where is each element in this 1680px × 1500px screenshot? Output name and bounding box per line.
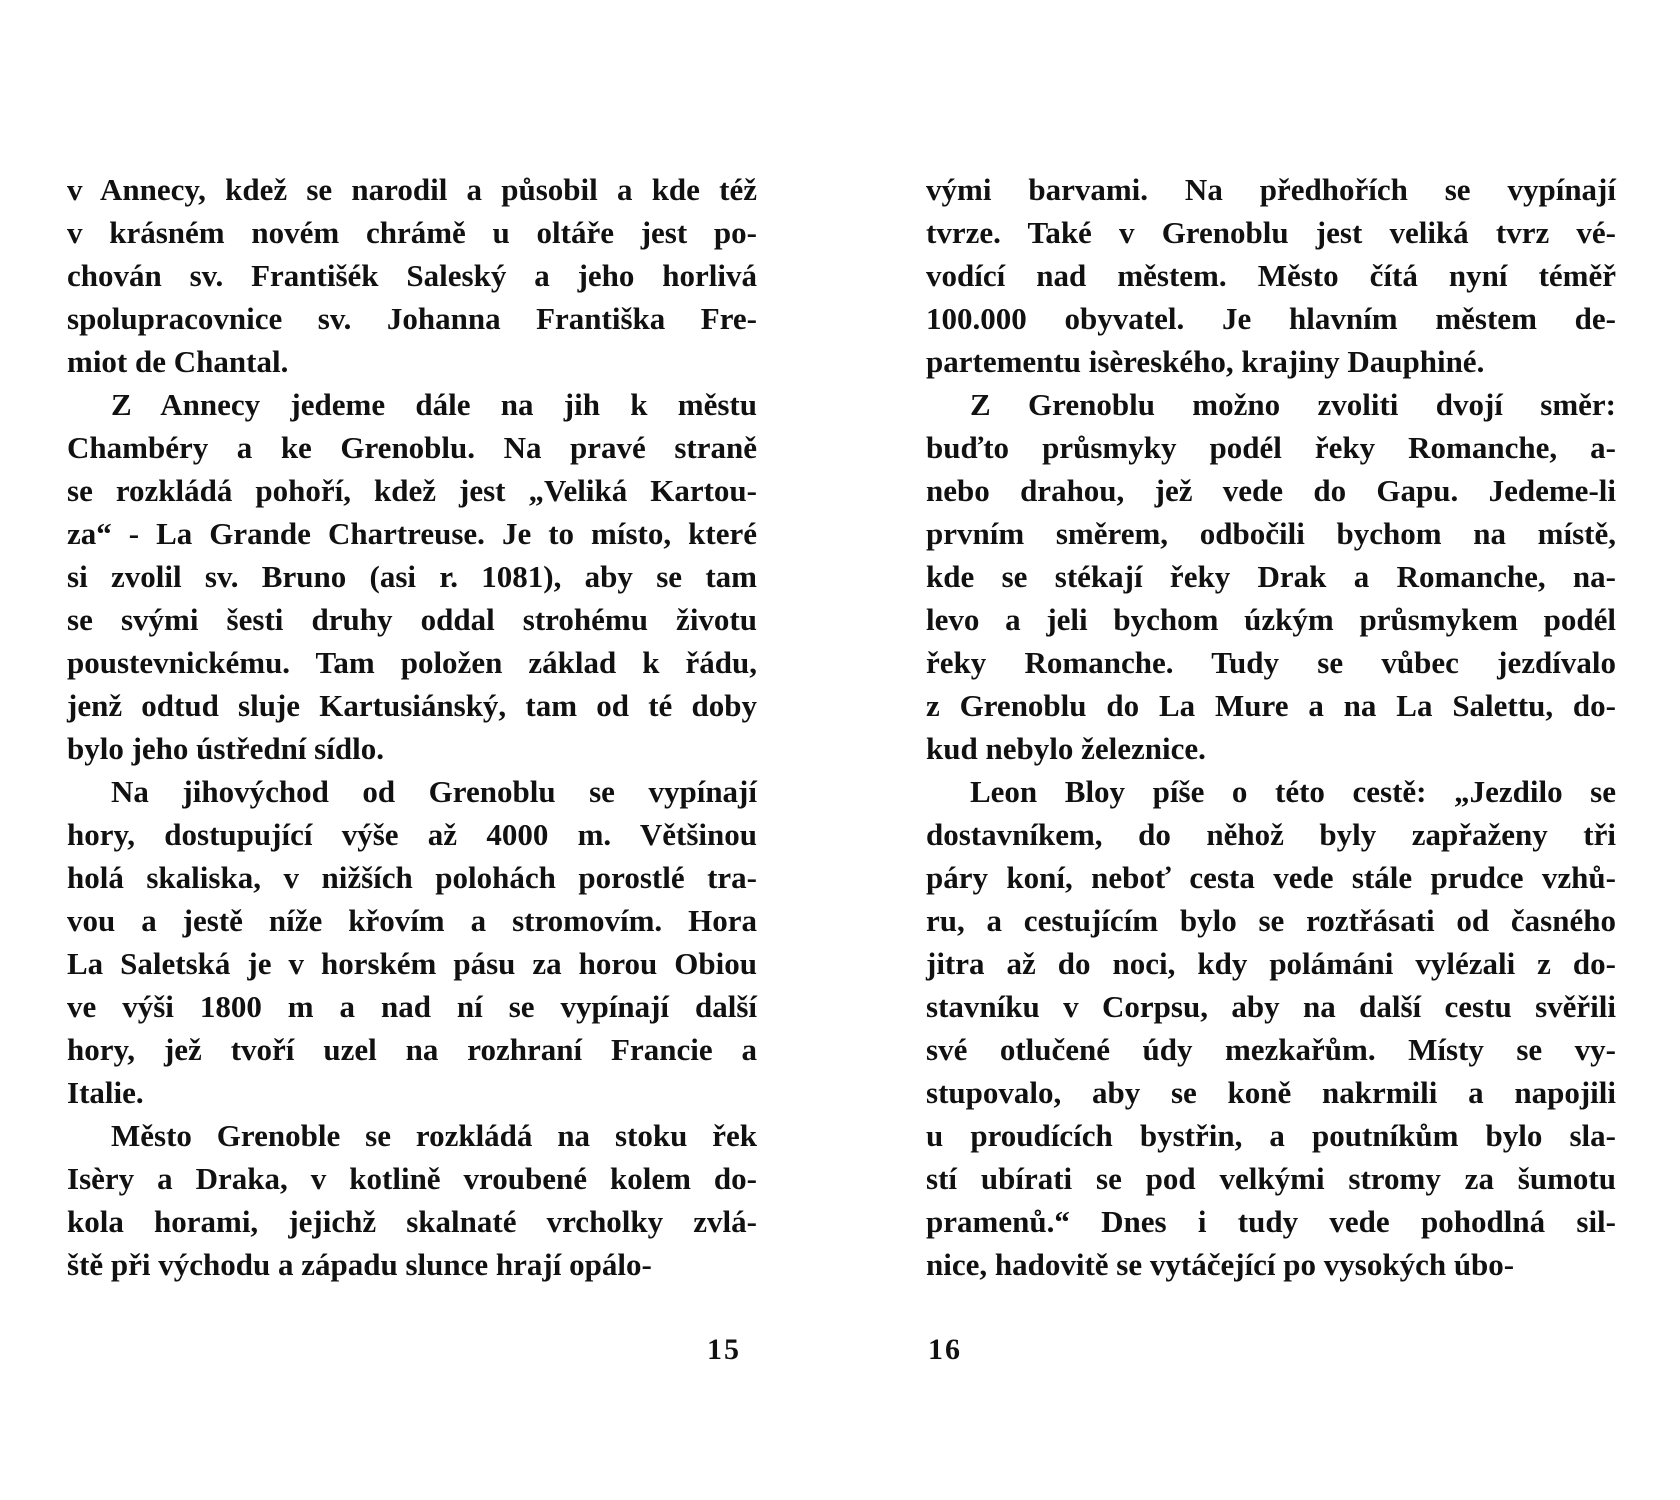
- text-line: hory, dostupující výše až 4000 m. Většinou: [67, 817, 757, 852]
- text-line: jenž odtud sluje Kartusiánský, tam od té doby: [67, 688, 757, 723]
- text-line: holá skaliska, v nižších polohách porostlé tra-: [67, 860, 757, 895]
- paragraph: [926, 770, 1616, 1286]
- text-line: páry koní, neboť cesta vede stále prudce vzhů-: [926, 860, 1616, 895]
- text-line: kde se stékají řeky Drak a Romanche, na-: [926, 559, 1616, 594]
- paragraph: [926, 168, 1616, 383]
- text-line: vými barvami. Na předhořích se vypínají: [926, 172, 1616, 207]
- text-line: nice, hadovitě se vytáčející po vysokých úbo-: [926, 1247, 1515, 1282]
- text-line: své otlučené údy mezkařům. Místy se vy-: [926, 1032, 1616, 1067]
- page-number-right: 16: [928, 1333, 962, 1366]
- text-line: spolupracovnice sv. Johanna Františka Fre-: [67, 301, 757, 336]
- text-line: řeky Romanche. Tudy se vůbec jezdívalo: [926, 645, 1616, 680]
- text-line: u proudících bystřin, a poutníkům bylo sla-: [926, 1118, 1616, 1153]
- text-line: Chambéry a ke Grenoblu. Na pravé straně: [67, 430, 757, 465]
- text-line: stavníku v Corpsu, aby na další cestu svěřili: [926, 989, 1616, 1024]
- text-line: La Saletská je v horském pásu za horou Obiou: [67, 946, 757, 981]
- text-line: nebo drahou, jež vede do Gapu. Jedeme-li: [926, 473, 1616, 508]
- text-line: 100.000 obyvatel. Je hlavním městem de-: [926, 301, 1616, 336]
- paragraph: [67, 383, 757, 770]
- text-line: v Annecy, kdež se narodil a působil a kde též: [67, 172, 757, 207]
- text-line: kola horami, jejichž skalnaté vrcholky zvlá-: [67, 1204, 757, 1239]
- text-line: partementu isèreského, krajiny Dauphiné.: [926, 344, 1485, 379]
- left-page-text: [67, 168, 757, 1286]
- text-line: prvním směrem, odbočili bychom na místě,: [926, 516, 1616, 551]
- text-line: pramenů.“ Dnes i tudy vede pohodlná sil-: [926, 1204, 1616, 1239]
- text-line: si zvolil sv. Bruno (asi r. 1081), aby se tam: [67, 559, 757, 594]
- text-line: kud nebylo železnice.: [926, 731, 1206, 766]
- text-line: se rozkládá pohoří, kdež jest „Veliká Kartou-: [67, 473, 757, 508]
- text-line: hory, jež tvoří uzel na rozhraní Francie a: [67, 1032, 757, 1067]
- text-line: Isèry a Draka, v kotlině vroubené kolem do-: [67, 1161, 757, 1196]
- text-line: tvrze. Také v Grenoblu jest veliká tvrz vé-: [926, 215, 1616, 250]
- text-line: Italie.: [67, 1075, 144, 1110]
- text-line: za“ - La Grande Chartreuse. Je to místo, které: [67, 516, 757, 551]
- text-line: Město Grenoble se rozkládá na stoku řek: [111, 1118, 757, 1153]
- paragraph: [67, 1114, 757, 1286]
- text-line: ru, a cestujícím bylo se roztřásati od časného: [926, 903, 1616, 938]
- text-line: Leon Bloy píše o této cestě: „Jezdilo se: [970, 774, 1616, 809]
- text-line: jitra až do noci, kdy polámáni vylézali z do-: [926, 946, 1616, 981]
- text-line: stí ubírati se pod velkými stromy za šumotu: [926, 1161, 1616, 1196]
- text-line: Z Annecy jedeme dále na jih k městu: [111, 387, 757, 422]
- text-line: dostavníkem, do něhož byly zapřaženy tři: [926, 817, 1616, 852]
- right-page-text: [926, 168, 1616, 1286]
- text-line: v krásném novém chrámě u oltáře jest po-: [67, 215, 757, 250]
- page-number-left: 15: [707, 1333, 741, 1366]
- paragraph: [926, 383, 1616, 770]
- paragraph: [67, 168, 757, 383]
- text-line: ve výši 1800 m a nad ní se vypínají další: [67, 989, 757, 1024]
- text-line: Na jihovýchod od Grenoblu se vypínají: [111, 774, 757, 809]
- text-line: Z Grenoblu možno zvoliti dvojí směr:: [970, 387, 1616, 422]
- text-line: vou a jestě níže křovím a stromovím. Hora: [67, 903, 757, 938]
- text-line: chován sv. Františék Saleský a jeho horlivá: [67, 258, 757, 293]
- text-line: z Grenoblu do La Mure a na La Salettu, do-: [926, 688, 1616, 723]
- text-line: se svými šesti druhy oddal strohému životu: [67, 602, 757, 637]
- text-line: buďto průsmyky podél řeky Romanche, a-: [926, 430, 1616, 465]
- paragraph: [67, 770, 757, 1114]
- text-line: levo a jeli bychom úzkým průsmykem podél: [926, 602, 1616, 637]
- text-line: stupovalo, aby se koně nakrmili a napojili: [926, 1075, 1616, 1110]
- text-line: ště při východu a západu slunce hrají opálo-: [67, 1247, 652, 1282]
- text-line: bylo jeho ústřední sídlo.: [67, 731, 384, 766]
- text-line: poustevnickému. Tam položen základ k řádu,: [67, 645, 757, 680]
- text-line: vodící nad městem. Město čítá nyní téměř: [926, 258, 1616, 293]
- text-line: miot de Chantal.: [67, 344, 289, 379]
